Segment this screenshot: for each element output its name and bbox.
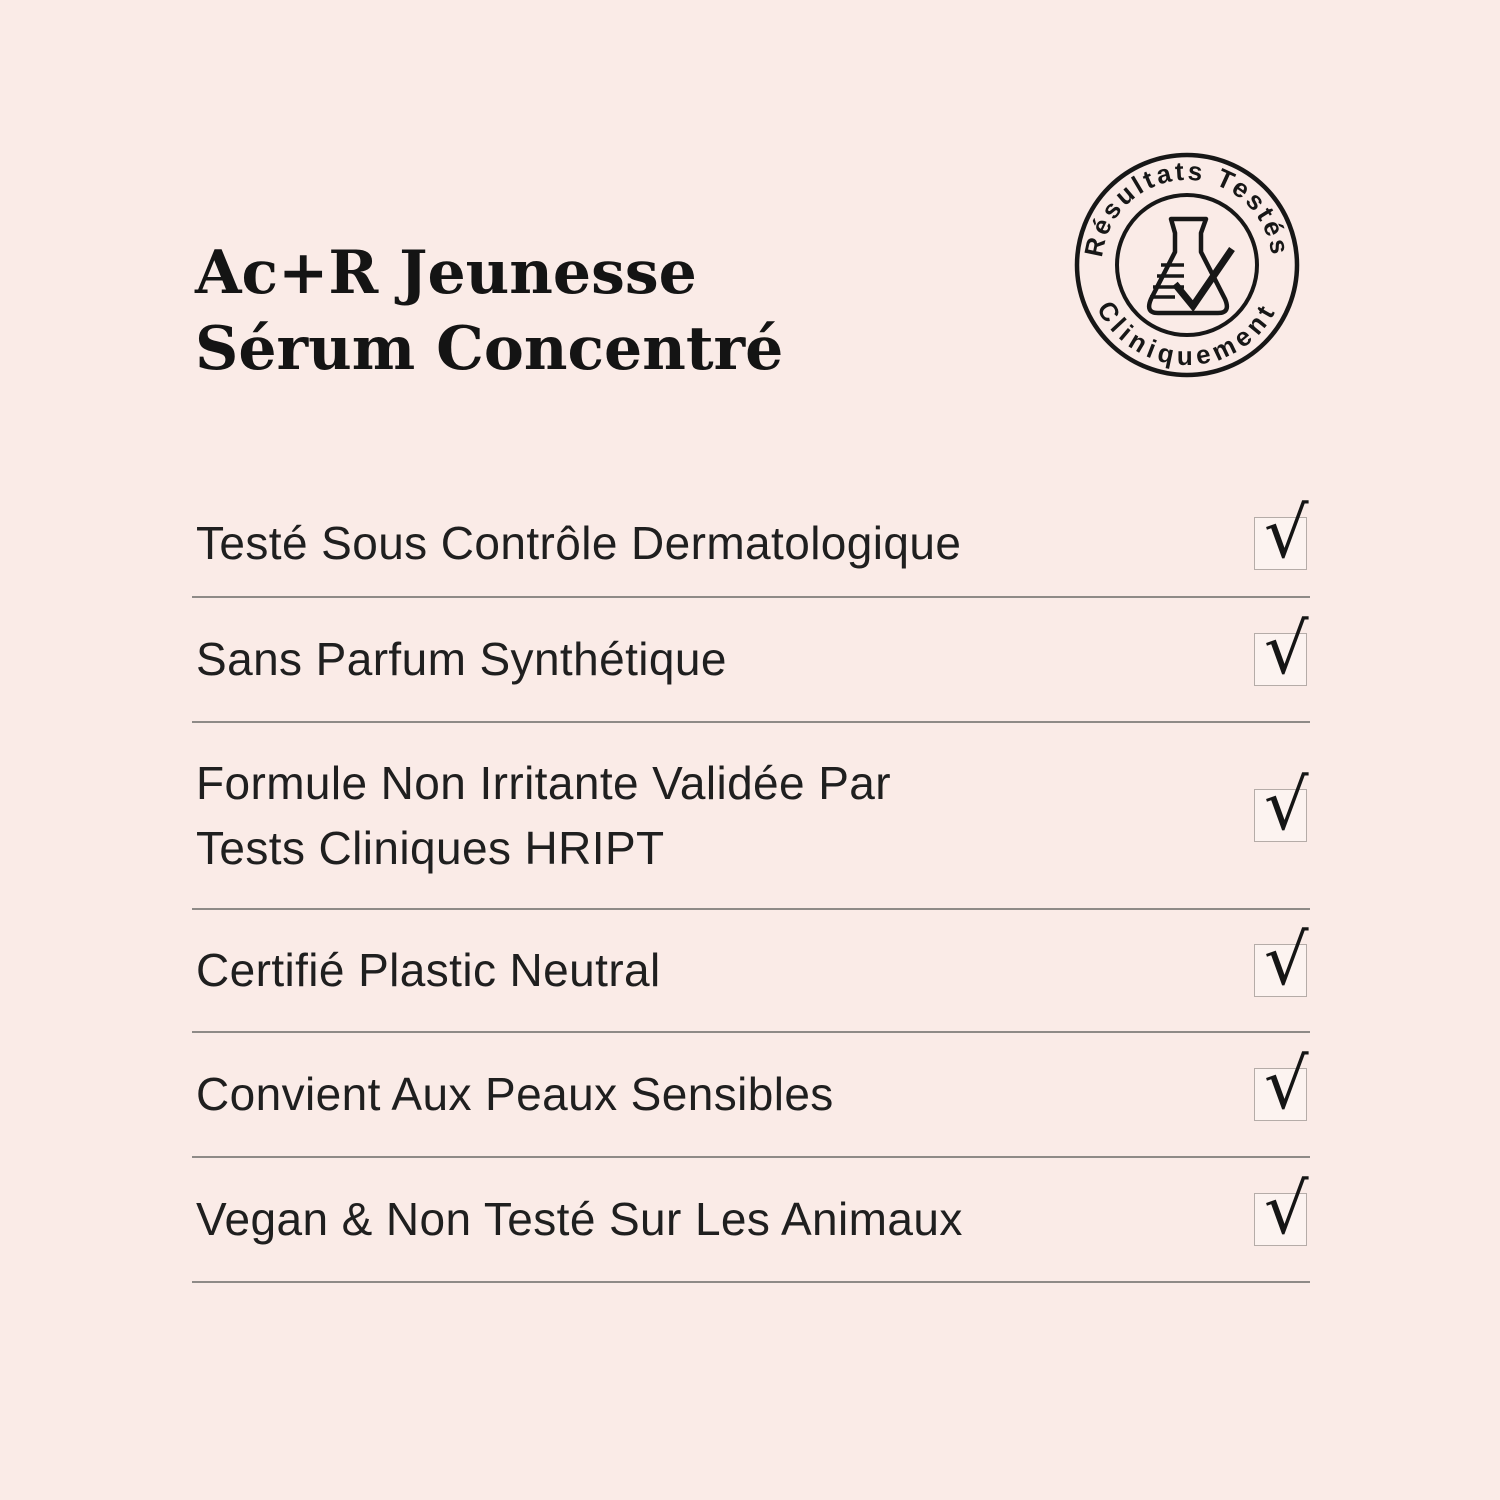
feature-checkbox bbox=[1254, 1043, 1309, 1125]
feature-label: Testé Sous Contrôle Dermatologique bbox=[196, 516, 962, 569]
feature-checkbox bbox=[1254, 608, 1309, 690]
product-title-line1: Ac+R Jeunesse bbox=[195, 238, 697, 308]
feature-label: Vegan & Non Testé Sur Les Animaux bbox=[196, 1193, 963, 1246]
feature-row bbox=[192, 490, 1310, 598]
seal-graphic bbox=[1071, 149, 1303, 381]
feature-row bbox=[192, 910, 1310, 1033]
feature-checkbox bbox=[1254, 1168, 1309, 1250]
feature-checkbox bbox=[1254, 919, 1309, 1001]
product-title-line2: Sérum Concentré bbox=[195, 313, 784, 384]
product-title bbox=[195, 236, 783, 387]
checkmark-icon: √ bbox=[1264, 764, 1309, 846]
feature-label: Certifié Plastic Neutral bbox=[196, 944, 661, 997]
seal-arc-text-top: Résultats Testés bbox=[1078, 155, 1296, 260]
feature-label: Convient Aux Peaux Sensibles bbox=[196, 1068, 834, 1121]
feature-row bbox=[192, 598, 1310, 723]
checkmark-icon: √ bbox=[1264, 608, 1309, 690]
checkmark-icon: √ bbox=[1264, 491, 1309, 574]
feature-checkbox bbox=[1254, 491, 1309, 574]
feature-row bbox=[192, 1033, 1310, 1158]
seal-arc-text-bottom: Cliniquement bbox=[1091, 295, 1283, 371]
feature-label: Sans Parfum Synthétique bbox=[196, 633, 727, 686]
feature-row bbox=[192, 723, 1310, 910]
clinically-tested-seal bbox=[1071, 149, 1303, 381]
checkmark-icon: √ bbox=[1264, 1043, 1309, 1125]
features-list bbox=[192, 490, 1310, 1283]
flask-checkmark-icon bbox=[1149, 219, 1232, 313]
feature-checkbox bbox=[1254, 764, 1309, 846]
checkmark-icon: √ bbox=[1264, 919, 1309, 1001]
feature-label: Formule Non Irritante Validée Par Tests Cliniques HRIPT bbox=[196, 757, 891, 874]
checkmark-icon: √ bbox=[1264, 1168, 1309, 1250]
feature-row bbox=[192, 1158, 1310, 1283]
